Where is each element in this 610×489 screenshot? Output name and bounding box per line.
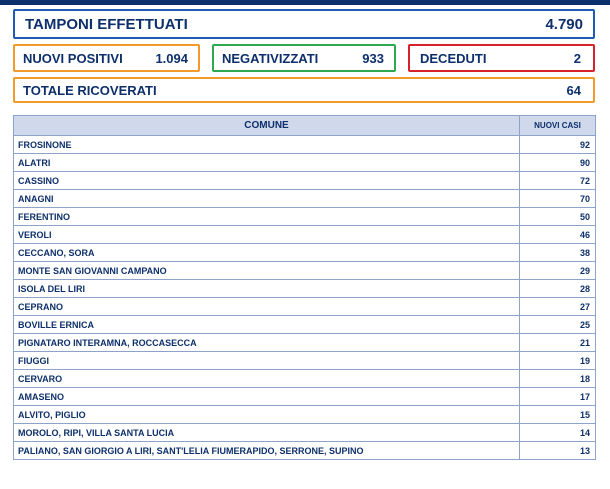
nuovi-casi-cell: 72	[520, 172, 596, 190]
comune-cell: VEROLI	[14, 226, 520, 244]
table-row	[14, 190, 596, 208]
comune-cell: MOROLO, RIPI, VILLA SANTA LUCIA	[14, 424, 520, 442]
nuovi-casi-cell: 13	[520, 442, 596, 460]
nuovi-casi-cell: 14	[520, 424, 596, 442]
nuovi-casi-cell: 90	[520, 154, 596, 172]
table-row	[14, 352, 596, 370]
table-row	[14, 280, 596, 298]
table-row	[14, 136, 596, 154]
comune-cell: AMASENO	[14, 388, 520, 406]
table-header-row	[14, 116, 596, 136]
comune-cell: CECCANO, SORA	[14, 244, 520, 262]
table-row	[14, 244, 596, 262]
negativizzati-label: NEGATIVIZZATI	[222, 50, 319, 66]
nuovi-casi-cell: 25	[520, 316, 596, 334]
table-row	[14, 208, 596, 226]
nuovi-casi-cell: 50	[520, 208, 596, 226]
nuovi-casi-cell: 28	[520, 280, 596, 298]
deceduti-label: DECEDUTI	[420, 50, 487, 66]
comune-cell: FERENTINO	[14, 208, 520, 226]
comune-cell: BOVILLE ERNICA	[14, 316, 520, 334]
comune-cell: PIGNATARO INTERAMNA, ROCCASECCA	[14, 334, 520, 352]
comune-cell: ALVITO, PIGLIO	[14, 406, 520, 424]
nuovi-casi-cell: 21	[520, 334, 596, 352]
nuovi-casi-cell: 18	[520, 370, 596, 388]
header-nuovi-casi: NUOVI CASI	[520, 116, 596, 136]
table-row	[14, 442, 596, 460]
comune-cell: MONTE SAN GIOVANNI CAMPANO	[14, 262, 520, 280]
table-row	[14, 388, 596, 406]
nuovi-casi-cell: 17	[520, 388, 596, 406]
table-row	[14, 154, 596, 172]
comune-cell: CASSINO	[14, 172, 520, 190]
table-row	[14, 370, 596, 388]
comune-cell: PALIANO, SAN GIORGIO A LIRI, SANT'LELIA FIUMERAPIDO, SERRONE, SUPINO	[14, 442, 520, 460]
table-row	[14, 226, 596, 244]
top-accent-bar	[0, 0, 610, 5]
table-row	[14, 172, 596, 190]
tamponi-value: 4.790	[545, 15, 583, 33]
comune-cell: ALATRI	[14, 154, 520, 172]
comune-cell: ISOLA DEL LIRI	[14, 280, 520, 298]
nuovi-positivi-value: 1.094	[155, 50, 188, 66]
table-row	[14, 424, 596, 442]
comune-cell: FIUGGI	[14, 352, 520, 370]
nuovi-casi-cell: 27	[520, 298, 596, 316]
comune-cell: ANAGNI	[14, 190, 520, 208]
nuovi-casi-cell: 46	[520, 226, 596, 244]
comune-cell: CERVARO	[14, 370, 520, 388]
tamponi-box	[13, 9, 595, 39]
nuovi-casi-cell: 29	[520, 262, 596, 280]
negativizzati-value: 933	[362, 50, 384, 66]
nuovi-casi-cell: 19	[520, 352, 596, 370]
nuovi-casi-cell: 70	[520, 190, 596, 208]
totale-ricoverati-box	[13, 77, 595, 103]
deceduti-value: 2	[573, 50, 581, 66]
cases-by-comune-table	[13, 115, 596, 460]
deceduti-box	[408, 44, 595, 72]
header-comune: COMUNE	[14, 116, 520, 136]
table-row	[14, 298, 596, 316]
nuovi-casi-cell: 92	[520, 136, 596, 154]
table-row	[14, 406, 596, 424]
totale-ricoverati-label: TOTALE RICOVERATI	[23, 82, 157, 98]
totale-ricoverati-value: 64	[566, 82, 581, 98]
tamponi-label: TAMPONI EFFETTUATI	[25, 15, 188, 33]
nuovi-casi-cell: 15	[520, 406, 596, 424]
table-row	[14, 316, 596, 334]
negativizzati-box	[212, 44, 396, 72]
table-row	[14, 262, 596, 280]
nuovi-positivi-label: NUOVI POSITIVI	[23, 50, 123, 66]
nuovi-positivi-box	[13, 44, 200, 72]
nuovi-casi-cell: 38	[520, 244, 596, 262]
comune-cell: CEPRANO	[14, 298, 520, 316]
comune-cell: FROSINONE	[14, 136, 520, 154]
table-row	[14, 334, 596, 352]
